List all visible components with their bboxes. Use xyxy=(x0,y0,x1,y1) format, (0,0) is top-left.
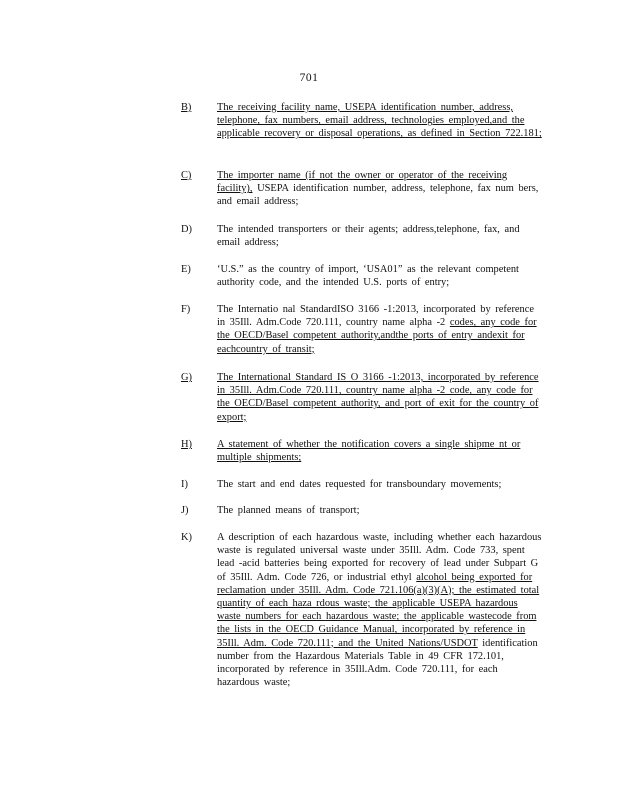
item-marker: K) xyxy=(181,532,192,543)
plain-text: ‘U.S.” as the country of import, ‘USA01” as the relevant competent authority code, and the intended U.S. ports of entry; xyxy=(217,264,519,289)
underlined-text: The International Standard IS O 3166 -1:2013, incorporated by reference in 35Ill. Adm.Code 720.111, country name alpha -2 code, any code for the OECD/Basel competent authority, and port of exit for the country of export; xyxy=(217,372,539,423)
item-marker: F) xyxy=(181,304,191,315)
underlined-text: codes, any code for the OECD/Basel competent authority,andthe ports of entry andexit for eachcountry of transit; xyxy=(217,317,537,355)
item-marker: C) xyxy=(181,170,192,181)
underlined-text: alcohol being exported for reclamation under 35Ill. Adm. Code 721.106(a)(3)(A); the estimated total quantity of each haza rdous waste; the applicable USEPA hazardous waste numbers for each hazardous waste; the applicable wastecode from the lists in the OECD Guidance Manual, incorporated by reference in 35Ill. Adm. Code 720.111; and the United Nations/USDOT xyxy=(217,571,540,649)
underlined-text: A statement of whether the notification covers a single shipme nt or multiple shipments; xyxy=(217,439,521,464)
plain-text: The planned means of transport; xyxy=(217,505,360,516)
plain-text: A description of each hazardous waste, including whether each hazardous waste is regulated universal waste under 35Ill. Adm. Code 733, spent lead -acid batteries being exported for recovery of lead under Subpart G of 35Ill. Adm. Code 726, or industrial ethyl xyxy=(217,532,542,583)
item-marker: G) xyxy=(181,372,192,383)
plain-text: identification number from the Hazardous Materials Table in 49 CFR 172.101, incorporated by reference in 35Ill.Adm. Code 720.111, for each hazardous waste; xyxy=(217,637,538,689)
item-text xyxy=(217,478,542,491)
underlined-text: The importer name (if not the owner or operator of the receiving facility), xyxy=(217,170,508,195)
item-text xyxy=(217,223,542,249)
plain-text: USEPA identification number, address, telephone, fax num bers, and email address; xyxy=(217,183,539,208)
item-text xyxy=(217,169,542,209)
plain-text: The start and end dates requested for transboundary movements; xyxy=(217,479,502,490)
item-text xyxy=(217,371,542,424)
item-marker: D) xyxy=(181,224,192,235)
item-text xyxy=(217,263,542,289)
plain-text: The intended transporters or their agents; address,telephone, fax, and email address; xyxy=(217,224,520,249)
item-text xyxy=(217,101,542,141)
item-marker: B) xyxy=(181,102,192,113)
item-text xyxy=(217,504,542,517)
item-text xyxy=(217,303,542,356)
plain-text: The Internatio nal StandardISO 3166 -1:2013, incorporated by reference in 35Ill. Adm.Code 720.111, country name alpha -2 xyxy=(217,304,534,329)
underlined-text: The receiving facility name, USEPA identification number, address, telephone, fax numbers, email address, technologies employed,and the applicable recovery or disposal operations, as defined in Section 722.181; xyxy=(217,102,542,140)
item-marker: J) xyxy=(181,505,189,516)
page-number: 701 xyxy=(299,72,319,84)
item-marker: I) xyxy=(181,479,188,490)
item-marker: H) xyxy=(181,439,192,450)
item-marker: E) xyxy=(181,264,191,275)
item-text xyxy=(217,438,542,464)
item-text xyxy=(217,531,542,689)
